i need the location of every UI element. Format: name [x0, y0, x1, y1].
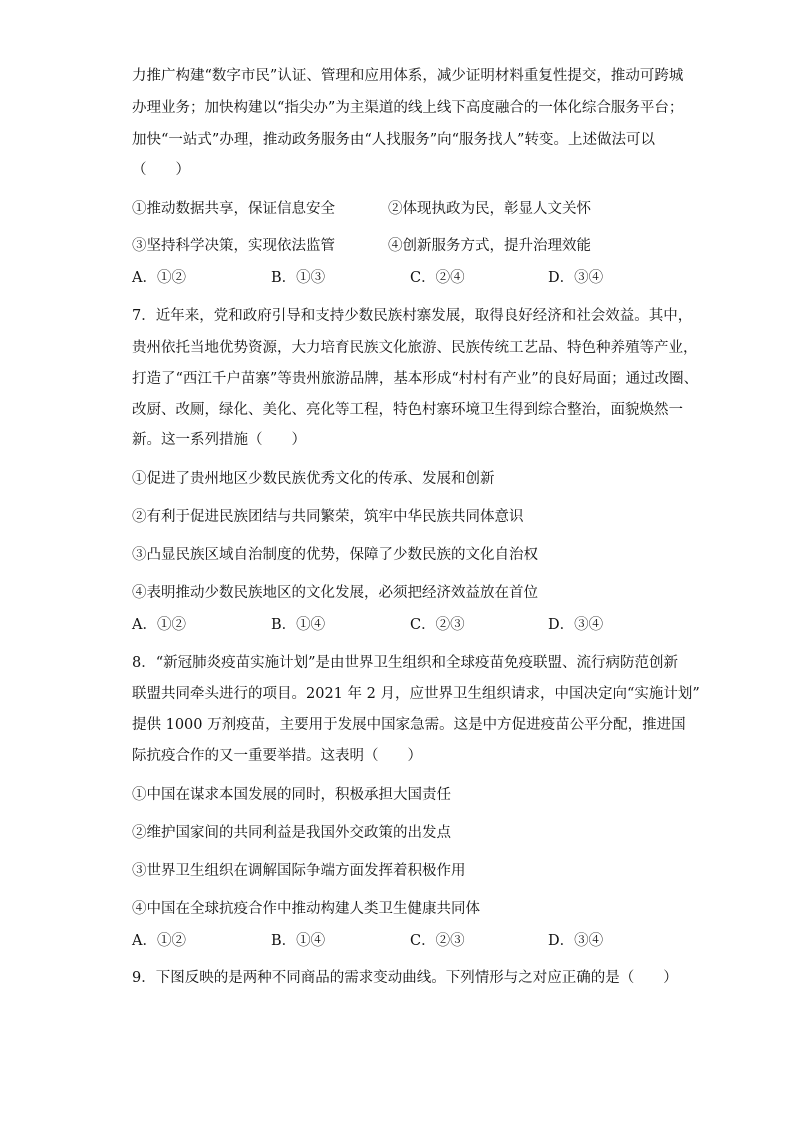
q7-choice-c[interactable]: C．②③ — [410, 617, 465, 633]
q8-choice-d[interactable]: D．③④ — [548, 933, 604, 949]
q6-stem-line-3: 加快“一站式”办理，推动政务服务由“人找服务”向“服务找人”转变。上述做法可以 — [132, 132, 655, 148]
q6-answer-blank: （ ） — [132, 162, 190, 178]
q6-statement-3: ③坚持科学决策，实现依法监管 — [132, 238, 335, 254]
q8-choice-a[interactable]: A．①② — [132, 933, 186, 949]
q8-choice-b[interactable]: B．①④ — [271, 933, 326, 949]
q6-statement-2: ②体现执政为民，彰显人文关怀 — [388, 201, 591, 217]
q8-stem-line-3: 提供 1000 万剂疫苗，主要用于发展中国家急需。这是中方促进疫苗公平分配，推进国 — [132, 717, 686, 733]
q7-stem-line-5: 新。这一系列措施（ ） — [132, 432, 306, 448]
q6-choice-d[interactable]: D．③④ — [548, 270, 604, 286]
q7-stem-line-2: 贵州依托当地优势资源，大力培育民族文化旅游、民族传统工艺品、特色种养殖等产业， — [132, 340, 698, 356]
q7-statement-1: ①促进了贵州地区少数民族优秀文化的传承、发展和创新 — [132, 471, 495, 487]
q6-statement-4: ④创新服务方式，提升治理效能 — [388, 238, 591, 254]
q8-stem-line-4: 际抗疫合作的又一重要举措。这表明（ ） — [132, 748, 422, 764]
q8-statement-3: ③世界卫生组织在调解国际争端方面发挥着积极作用 — [132, 863, 466, 879]
q7-stem-line-4: 改厨、改厕，绿化、美化、亮化等工程，特色村寨环境卫生得到综合整治，面貌焕然一 — [132, 402, 683, 418]
q9-stem-line-1: 9．下图反映的是两种不同商品的需求变动曲线。下列情形与之对应正确的是（ ） — [132, 970, 678, 986]
q6-choice-b[interactable]: B．①③ — [271, 270, 326, 286]
q7-stem-line-3: 打造了“西江千户苗寨”等贵州旅游品牌，基本形成“村村有产业”的良好局面；通过改圈、 — [132, 371, 699, 387]
q7-stem-line-1: 7．近年来，党和政府引导和支持少数民族村寨发展，取得良好经济和社会效益。其中， — [132, 308, 693, 324]
q7-choice-a[interactable]: A．①② — [132, 617, 186, 633]
q8-statement-2: ②维护国家间的共同利益是我国外交政策的出发点 — [132, 825, 451, 841]
q6-stem-line-1: 力推广构建“数字市民”认证、管理和应用体系，减少证明材料重复性提交，推动可跨城 — [132, 68, 684, 84]
q6-stem-line-2: 办理业务；加快构建以“指尖办”为主渠道的线上线下高度融合的一体化综合服务平台； — [132, 100, 684, 116]
q8-statement-1: ①中国在谋求本国发展的同时，积极承担大国责任 — [132, 787, 451, 803]
q8-choice-c[interactable]: C．②③ — [410, 933, 465, 949]
q6-choice-a[interactable]: A．①② — [132, 270, 186, 286]
q7-statement-3: ③凸显民族区域自治制度的优势，保障了少数民族的文化自治权 — [132, 547, 538, 563]
q6-statement-1: ①推动数据共享，保证信息安全 — [132, 201, 335, 217]
q7-statement-2: ②有利于促进民族团结与共同繁荣，筑牢中华民族共同体意识 — [132, 509, 524, 525]
q8-statement-4: ④中国在全球抗疫合作中推动构建人类卫生健康共同体 — [132, 901, 480, 917]
q7-choice-d[interactable]: D．③④ — [548, 617, 604, 633]
q8-stem-line-1: 8．“新冠肺炎疫苗实施计划”是由世界卫生组织和全球疫苗免疫联盟、流行病防范创新 — [132, 655, 679, 671]
q8-stem-line-2: 联盟共同牵头进行的项目。2021 年 2 月，应世界卫生组织请求，中国决定向“实施计划” — [132, 686, 700, 702]
q7-statement-4: ④表明推动少数民族地区的文化发展，必须把经济效益放在首位 — [132, 585, 538, 601]
q6-choice-c[interactable]: C．②④ — [410, 270, 465, 286]
q7-choice-b[interactable]: B．①④ — [271, 617, 326, 633]
